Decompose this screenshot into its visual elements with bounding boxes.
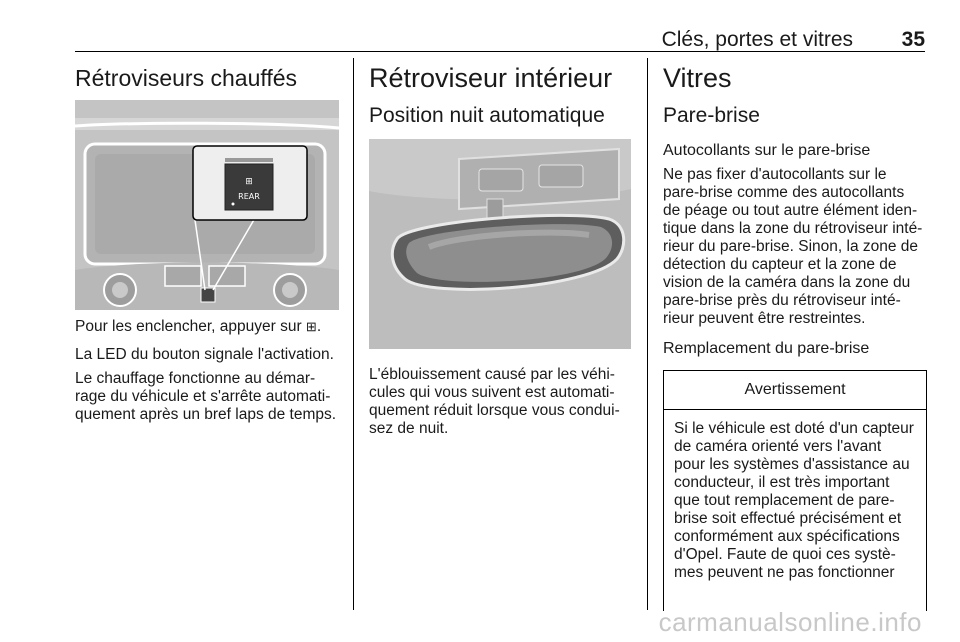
paragraph-led: La LED du bouton signale l'activation.	[75, 346, 334, 363]
mirror-drawing	[369, 139, 631, 349]
title-replacement: Remplacement du pare-brise	[663, 340, 870, 357]
watermark: carmanualsonline.info	[658, 607, 922, 637]
rear-label: REAR	[238, 192, 260, 201]
paragraph-activation: Pour les enclencher, appuyer sur ⊞.	[75, 318, 322, 335]
column-divider	[353, 58, 354, 610]
page-header	[75, 28, 925, 52]
header-rule	[75, 51, 925, 52]
dashboard-illustration	[75, 100, 339, 310]
title-stickers: Autocollants sur le pare-brise	[663, 142, 871, 159]
subheading-windscreen: Pare-brise	[663, 104, 760, 127]
mirror-illustration	[369, 139, 631, 349]
warning-box	[663, 370, 927, 611]
paragraph-night-mode: L'éblouissement causé par les véhi- cules qui vous suivent est automati- quement réduit lorsque vous condui- sez de nuit.	[369, 366, 620, 437]
heading-interior-mirror: Rétroviseur intérieur	[369, 63, 613, 93]
paragraph-auto-off: Le chauffage fonctionne au démar- rage du véhicule et s'arrête automati- quement après un bref laps de temps.	[75, 370, 337, 423]
column-interior-mirror	[369, 60, 639, 130]
column-divider	[647, 58, 648, 610]
page-number: 35	[901, 28, 925, 51]
heading-windows: Vitres	[663, 63, 732, 93]
column-windows	[663, 60, 928, 360]
col1-text	[75, 318, 345, 424]
rear-defrost-icon: ⊞	[305, 319, 317, 334]
col2-text	[369, 366, 639, 438]
svg-text:⊞: ⊞	[245, 177, 253, 187]
warning-text: Si le véhicule est doté d'un capteur de caméra orienté vers l'avant pour les systèmes d'assistance au conducteur, il est très important que tout remplacement de pare- brise soit effectué précisément et conformément aux spécifications d'Opel. Faute de quoi ces systè- mes peuvent ne pas fonctionner	[674, 420, 914, 581]
warning-title: Avertissement	[664, 371, 926, 410]
subheading-auto-night: Position nuit automatique	[369, 104, 605, 127]
paragraph-stickers: Ne pas fixer d'autocollants sur le pare-brise comme des autocollants de péage ou tout autre élément iden- tique dans la zone du rétroviseur inté- rieur du pare-brise. Sinon, la zone de détection du capteur et la zone de vision de la caméra dans la zone du pare-brise près du rétroviseur inté- rieur peuvent être restreintes.	[663, 166, 923, 327]
heading-heated-mirrors: Rétroviseurs chauffés	[75, 65, 298, 91]
dashboard-drawing	[75, 100, 339, 310]
section-title: Clés, portes et vitres	[661, 28, 853, 51]
column-heated-mirrors	[75, 60, 341, 96]
